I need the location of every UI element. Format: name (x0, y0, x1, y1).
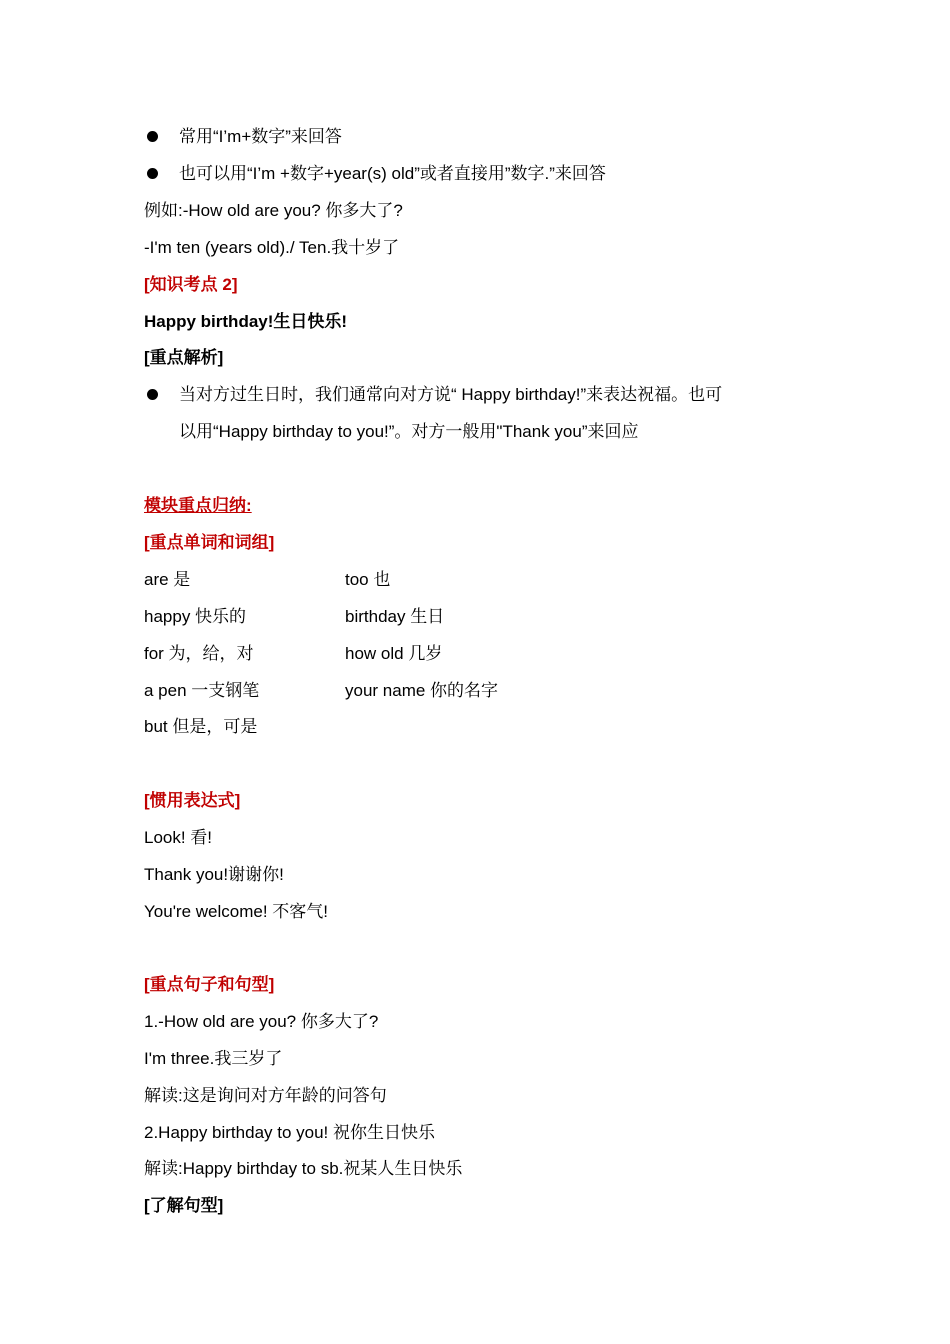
module-heading: 模块重点归纳: (144, 496, 252, 515)
point-title: Happy birthday!生日快乐! (144, 312, 348, 331)
section-heading: [重点句子和句型] (144, 975, 275, 994)
vocab-item: your name 你的名字 (345, 681, 499, 700)
vocab-item: happy 快乐的 (144, 607, 247, 626)
vocab-item: too 也 (345, 570, 391, 589)
sentence-item: 2.Happy birthday to you! 祝你生日快乐 (144, 1123, 436, 1142)
vocab-item: how old 几岁 (345, 644, 443, 663)
example-line: 例如:-How old are you? 你多大了? (144, 201, 403, 220)
sentence-item: I'm three.我三岁了 (144, 1049, 283, 1068)
example-line: -I'm ten (years old)./ Ten.我十岁了 (144, 238, 400, 257)
bullet-dot-icon (147, 168, 158, 179)
vocab-item: for 为，给，对 (144, 644, 254, 663)
section-heading: [知识考点 2] (144, 275, 238, 294)
bullet-dot-icon (147, 389, 158, 400)
expression-item: Thank you!谢谢你! (144, 865, 284, 884)
sentence-item: 1.-How old are you? 你多大了? (144, 1012, 379, 1031)
vocab-item: are 是 (144, 570, 191, 589)
expression-item: Look! 看! (144, 828, 213, 847)
bullet-text: 也可以用“I’m +数字+year(s) old”或者直接用”数字.”来回答 (179, 164, 606, 183)
expression-item: You're welcome! 不客气! (144, 902, 329, 921)
vocab-item: birthday 生日 (345, 607, 445, 626)
bullet-text: 当对方过生日时，我们通常向对方说“ Happy birthday!”来表达祝福。也可 (179, 385, 723, 404)
sentence-item: 解读:Happy birthday to sb.祝某人生日快乐 (144, 1159, 463, 1178)
vocab-item: a pen 一支钢笔 (144, 681, 260, 700)
sentence-item: 解读:这是询问对方年龄的问答句 (144, 1086, 387, 1105)
section-heading: [重点解析] (144, 348, 224, 367)
bullet-text: 常用“I’m+数字”来回答 (179, 127, 342, 146)
bullet-text-continuation: 以用“Happy birthday to you!”。对方一般用"Thank you”来回应 (179, 422, 639, 441)
vocab-item: but 但是，可是 (144, 717, 258, 736)
section-heading: [惯用表达式] (144, 791, 241, 810)
section-heading: [重点单词和词组] (144, 533, 275, 552)
section-heading: [了解句型] (144, 1196, 224, 1215)
bullet-dot-icon (147, 131, 158, 142)
